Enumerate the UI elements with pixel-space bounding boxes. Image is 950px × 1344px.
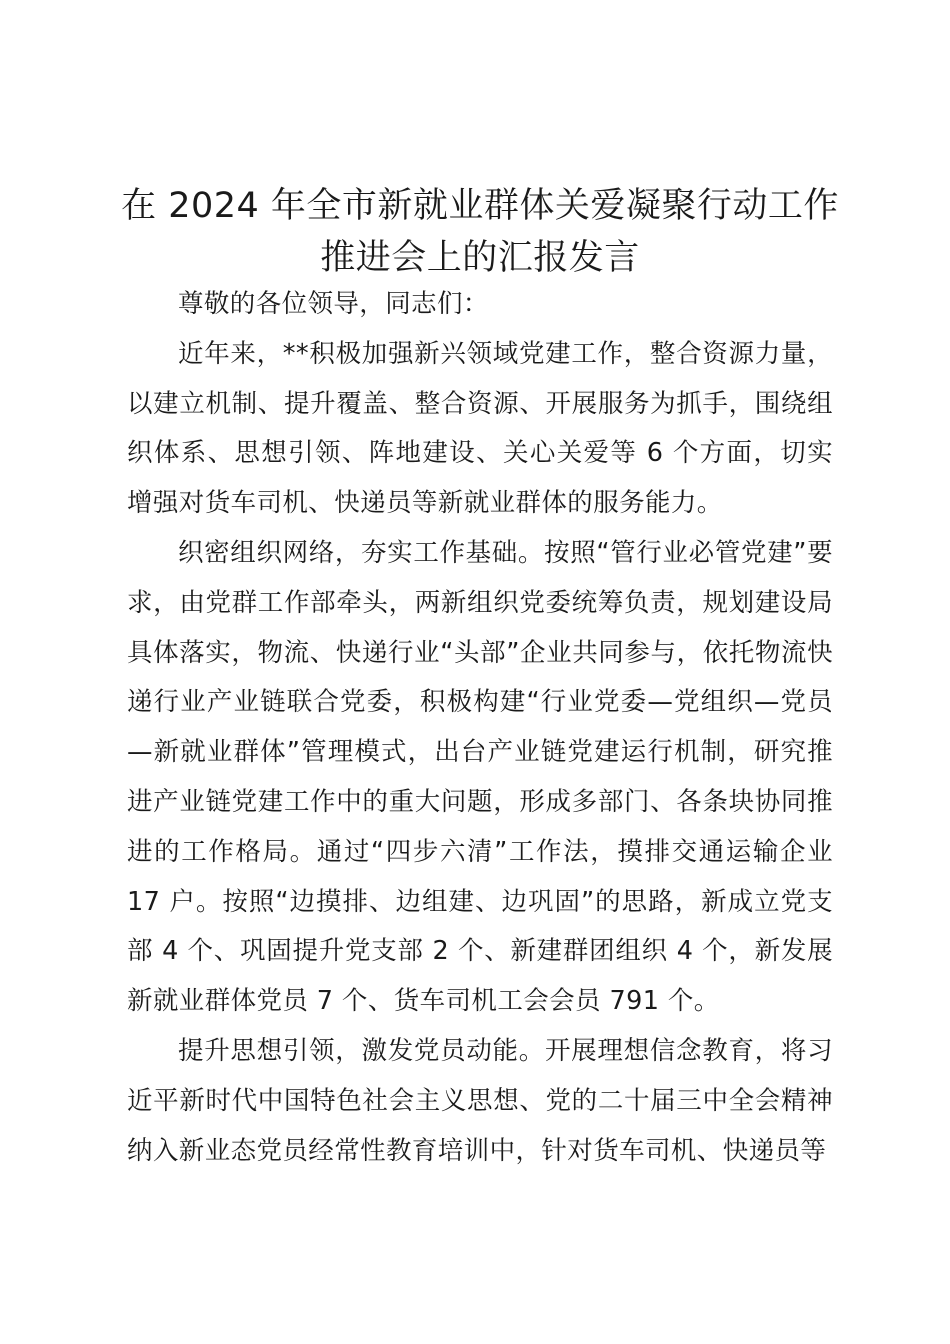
paragraph-intro: 近年来，**积极加强新兴领域党建工作，整合资源力量，以建立机制、提升覆盖、整合资源、开展服务为抓手，围绕组织体系、思想引领、阵地建设、关心关爱等 6 个方面，切实增强对货车司机、快递员等新就业群体的服务能力。 [127, 338, 833, 519]
paragraph-ideology: 提升思想引领，激发党员动能。开展理想信念教育，将习近平新时代中国特色社会主义思想、党的二十届三中全会精神纳入新业态党员经常性教育培训中，针对货车司机、快递员等 [127, 1035, 833, 1166]
salutation: 尊敬的各位领导，同志们： [178, 289, 489, 319]
document-title [100, 180, 860, 284]
title-line-2: 推进会上的汇报发言 [320, 238, 640, 278]
paragraph-organization: 织密组织网络，夯实工作基础。按照“管行业必管党建”要求，由党群工作部牵头，两新组织党委统筹负责，规划建设局具体落实，物流、快递行业“头部”企业共同参与，依托物流快递行业产业链联合党委，积极构建“行业党委—党组织—党员—新就业群体”管理模式，出台产业链党建运行机制，研究推进产业链党建工作中的重大问题，形成多部门、各条块协同推进的工作格局。通过“四步六清”工作法，摸排交通运输企业 17 户。按照“边摸排、边组建、边巩固”的思路，新成立党支部 4 个、巩固提升党支部 2 个、新建群团组织 4 个，新发展新就业群体党员 7 个、货车司机工会会员 791 个。 [127, 537, 833, 1017]
document-body [127, 280, 833, 1176]
title-line-1: 在 2024 年全市新就业群体关爱凝聚行动工作 [121, 186, 839, 226]
